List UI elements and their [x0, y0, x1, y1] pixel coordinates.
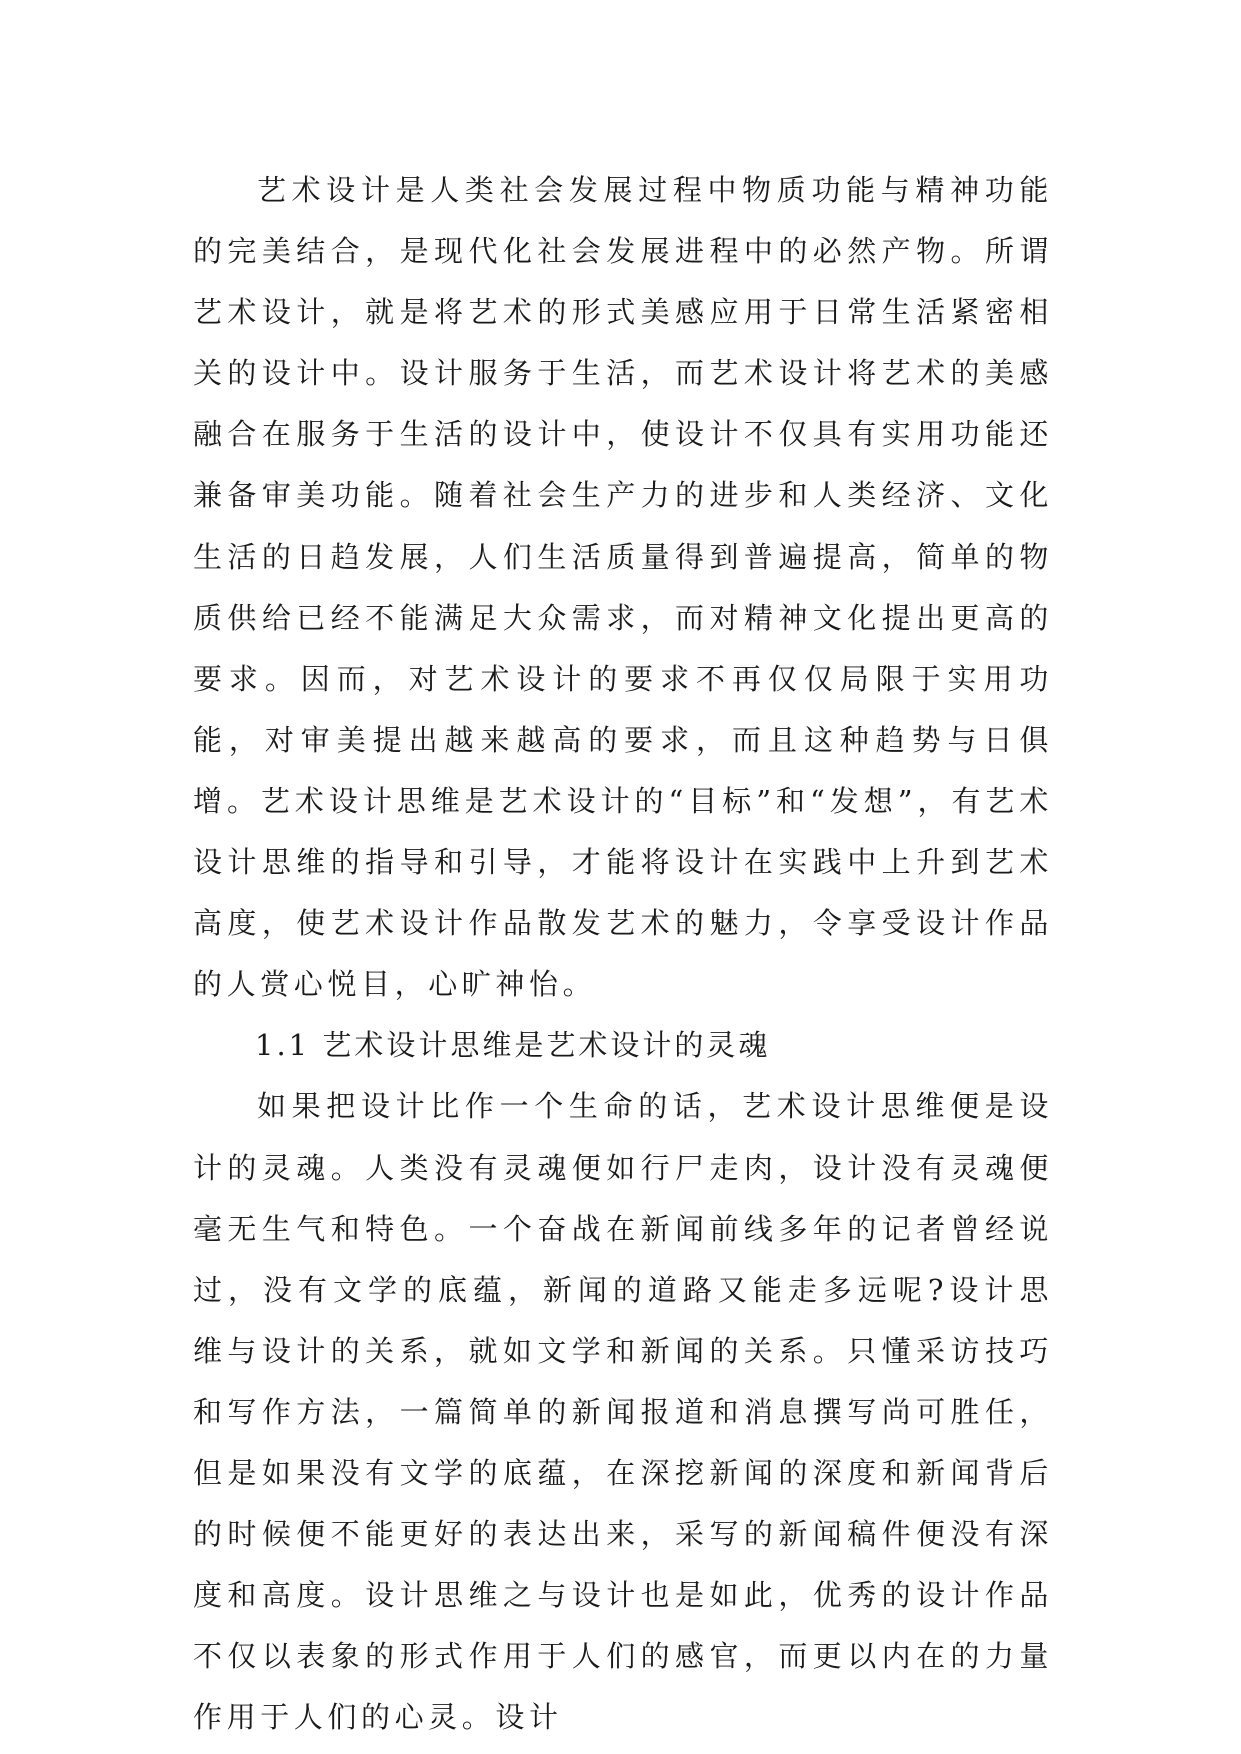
paragraph-intro: 艺术设计是人类社会发展过程中物质功能与精神功能的完美结合，是现代化社会发展进程中的必然产物。所谓艺术设计，就是将艺术的形式美感应用于日常生活紧密相关的设计中。设计服务于生活，而艺术设计将艺术的美感融合在服务于生活的设计中，使设计不仅具有实用功能还兼备审美功能。随着社会生产力的进步和人类经济、文化生活的日趋发展，人们生活质量得到普遍提高，简单的物质供给已经不能满足大众需求，而对精神文化提出更高的要求。因而，对艺术设计的要求不再仅仅局限于实用功能，对审美提出越来越高的要求，而且这种趋势与日俱增。艺术设计思维是艺术设计的“目标”和“发想”，有艺术设计思维的指导和引导，才能将设计在实践中上升到艺术高度，使艺术设计作品散发艺术的魅力，令享受设计作品的人赏心悦目，心旷神怡。 [193, 173, 1053, 1002]
body-text [193, 160, 1053, 1748]
paragraph-design-soul: 如果把设计比作一个生命的话，艺术设计思维便是设计的灵魂。人类没有灵魂便如行尸走肉，设计没有灵魂便毫无生气和特色。一个奋战在新闻前线多年的记者曾经说过，没有文学的底蕴，新闻的道路又能走多远呢?设计思维与设计的关系，就如文学和新闻的关系。只懂采访技巧和写作方法，一篇简单的新闻报道和消息撰写尚可胜任，但是如果没有文学的底蕴，在深挖新闻的深度和新闻背后的时候便不能更好的表达出来，采写的新闻稿件便没有深度和高度。设计思维之与设计也是如此，优秀的设计作品不仅以表象的形式作用于人们的感官，而更以内在的力量作用于人们的心灵。设计 [193, 1089, 1053, 1735]
section-heading: 1.1 艺术设计思维是艺术设计的灵魂 [255, 1028, 771, 1063]
